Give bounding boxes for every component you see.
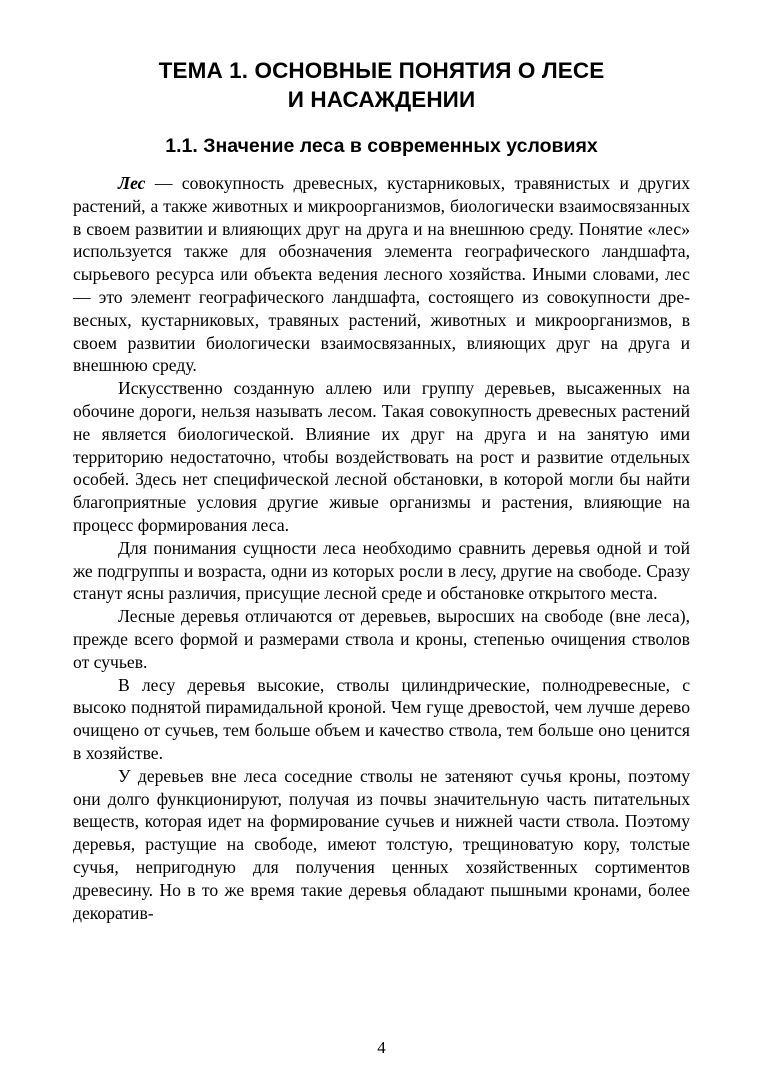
paragraph-2: Искусственно созданную аллею или группу деревьев, высаженных на обочине дороги, нельзя называть лесом. Такая совокупность древесных растений не является биологической. Влияние их друг на друга и на занятую ими территорию недостаточно, чтобы воздействовать на рост и развитие отдельных особей. Здесь нет специфической лесной обстановки, в которой могли бы найти благоприятные условия другие живые организмы и растения, влияющие на процесс формирования леса. bbox=[73, 378, 690, 535]
paragraph-4: Лесные деревья отличаются от деревьев, выросших на свободе (вне леса), прежде всего формой и размерами ствола и кроны, степенью очищения стволов от сучьев. bbox=[73, 606, 690, 672]
paragraph-3: Для понимания сущности леса необходимо сравнить деревья одной и той же подгруппы и возраста, одни из которых росли в лесу, другие на свободе. Сразу станут ясны различия, присущие лесной среде и обстановке открытого места. bbox=[73, 537, 690, 604]
paragraph-1 bbox=[73, 172, 690, 377]
paragraph-6: У деревьев вне леса соседние стволы не затеняют сучья кроны, поэтому они долго функционируют, получая из почвы значительную часть питательных веществ, которая идет на формирование сучьев и нижней части ствола. Поэтому деревья, растущие на свободе, имеют толстую, трещиноватую кору, толстые сучья, непригодную для получения ценных хозяйственных сортиментов древесину. Но в то же время такие деревья обладают пышными кронами, более декоратив- bbox=[73, 765, 690, 923]
chapter-title-line-1: ТЕМА 1. ОСНОВНЫЕ ПОНЯТИЯ О ЛЕСЕ bbox=[158, 58, 605, 83]
chapter-title bbox=[60, 56, 703, 114]
term-les: Лес bbox=[118, 173, 146, 193]
body-text bbox=[73, 172, 690, 924]
section-title: 1.1. Значение леса в современных условиях bbox=[165, 135, 598, 157]
paragraph-5: В лесу деревья высокие, стволы цилиндрические, полнодревесные, с высоко поднятой пирамидальной кроной. Чем гуще древостой, чем лучше дерево очищено от сучьев, тем больше объем и качество ствола, тем больше оно ценится в хозяйстве. bbox=[73, 674, 690, 763]
page-number: 4 bbox=[377, 1038, 386, 1057]
chapter-title-line-2: И НАСАЖДЕНИИ bbox=[287, 87, 476, 112]
paragraph-1-text: — совокупность древесных, кустарниковых, травянистых и других растений, а также животных и микроорганизмов, биологически взаимосвязанных в своем развитии и влияющих друг на друга и на внешнюю среду. Понятие «лес» используется также для обозначения элемента географического ландшафта, сырьевого ресурса или объекта ведения лесного хозяйства. Иными словами, лес — это элемент географического ландшафта, состоящего из совокупности древесных, кустарниковых, травяных растений, животных и микроорганизмов, в своем развитии биологически взаимосвязанных, влияющих друг на друга и внешнюю среду. bbox=[73, 173, 690, 376]
